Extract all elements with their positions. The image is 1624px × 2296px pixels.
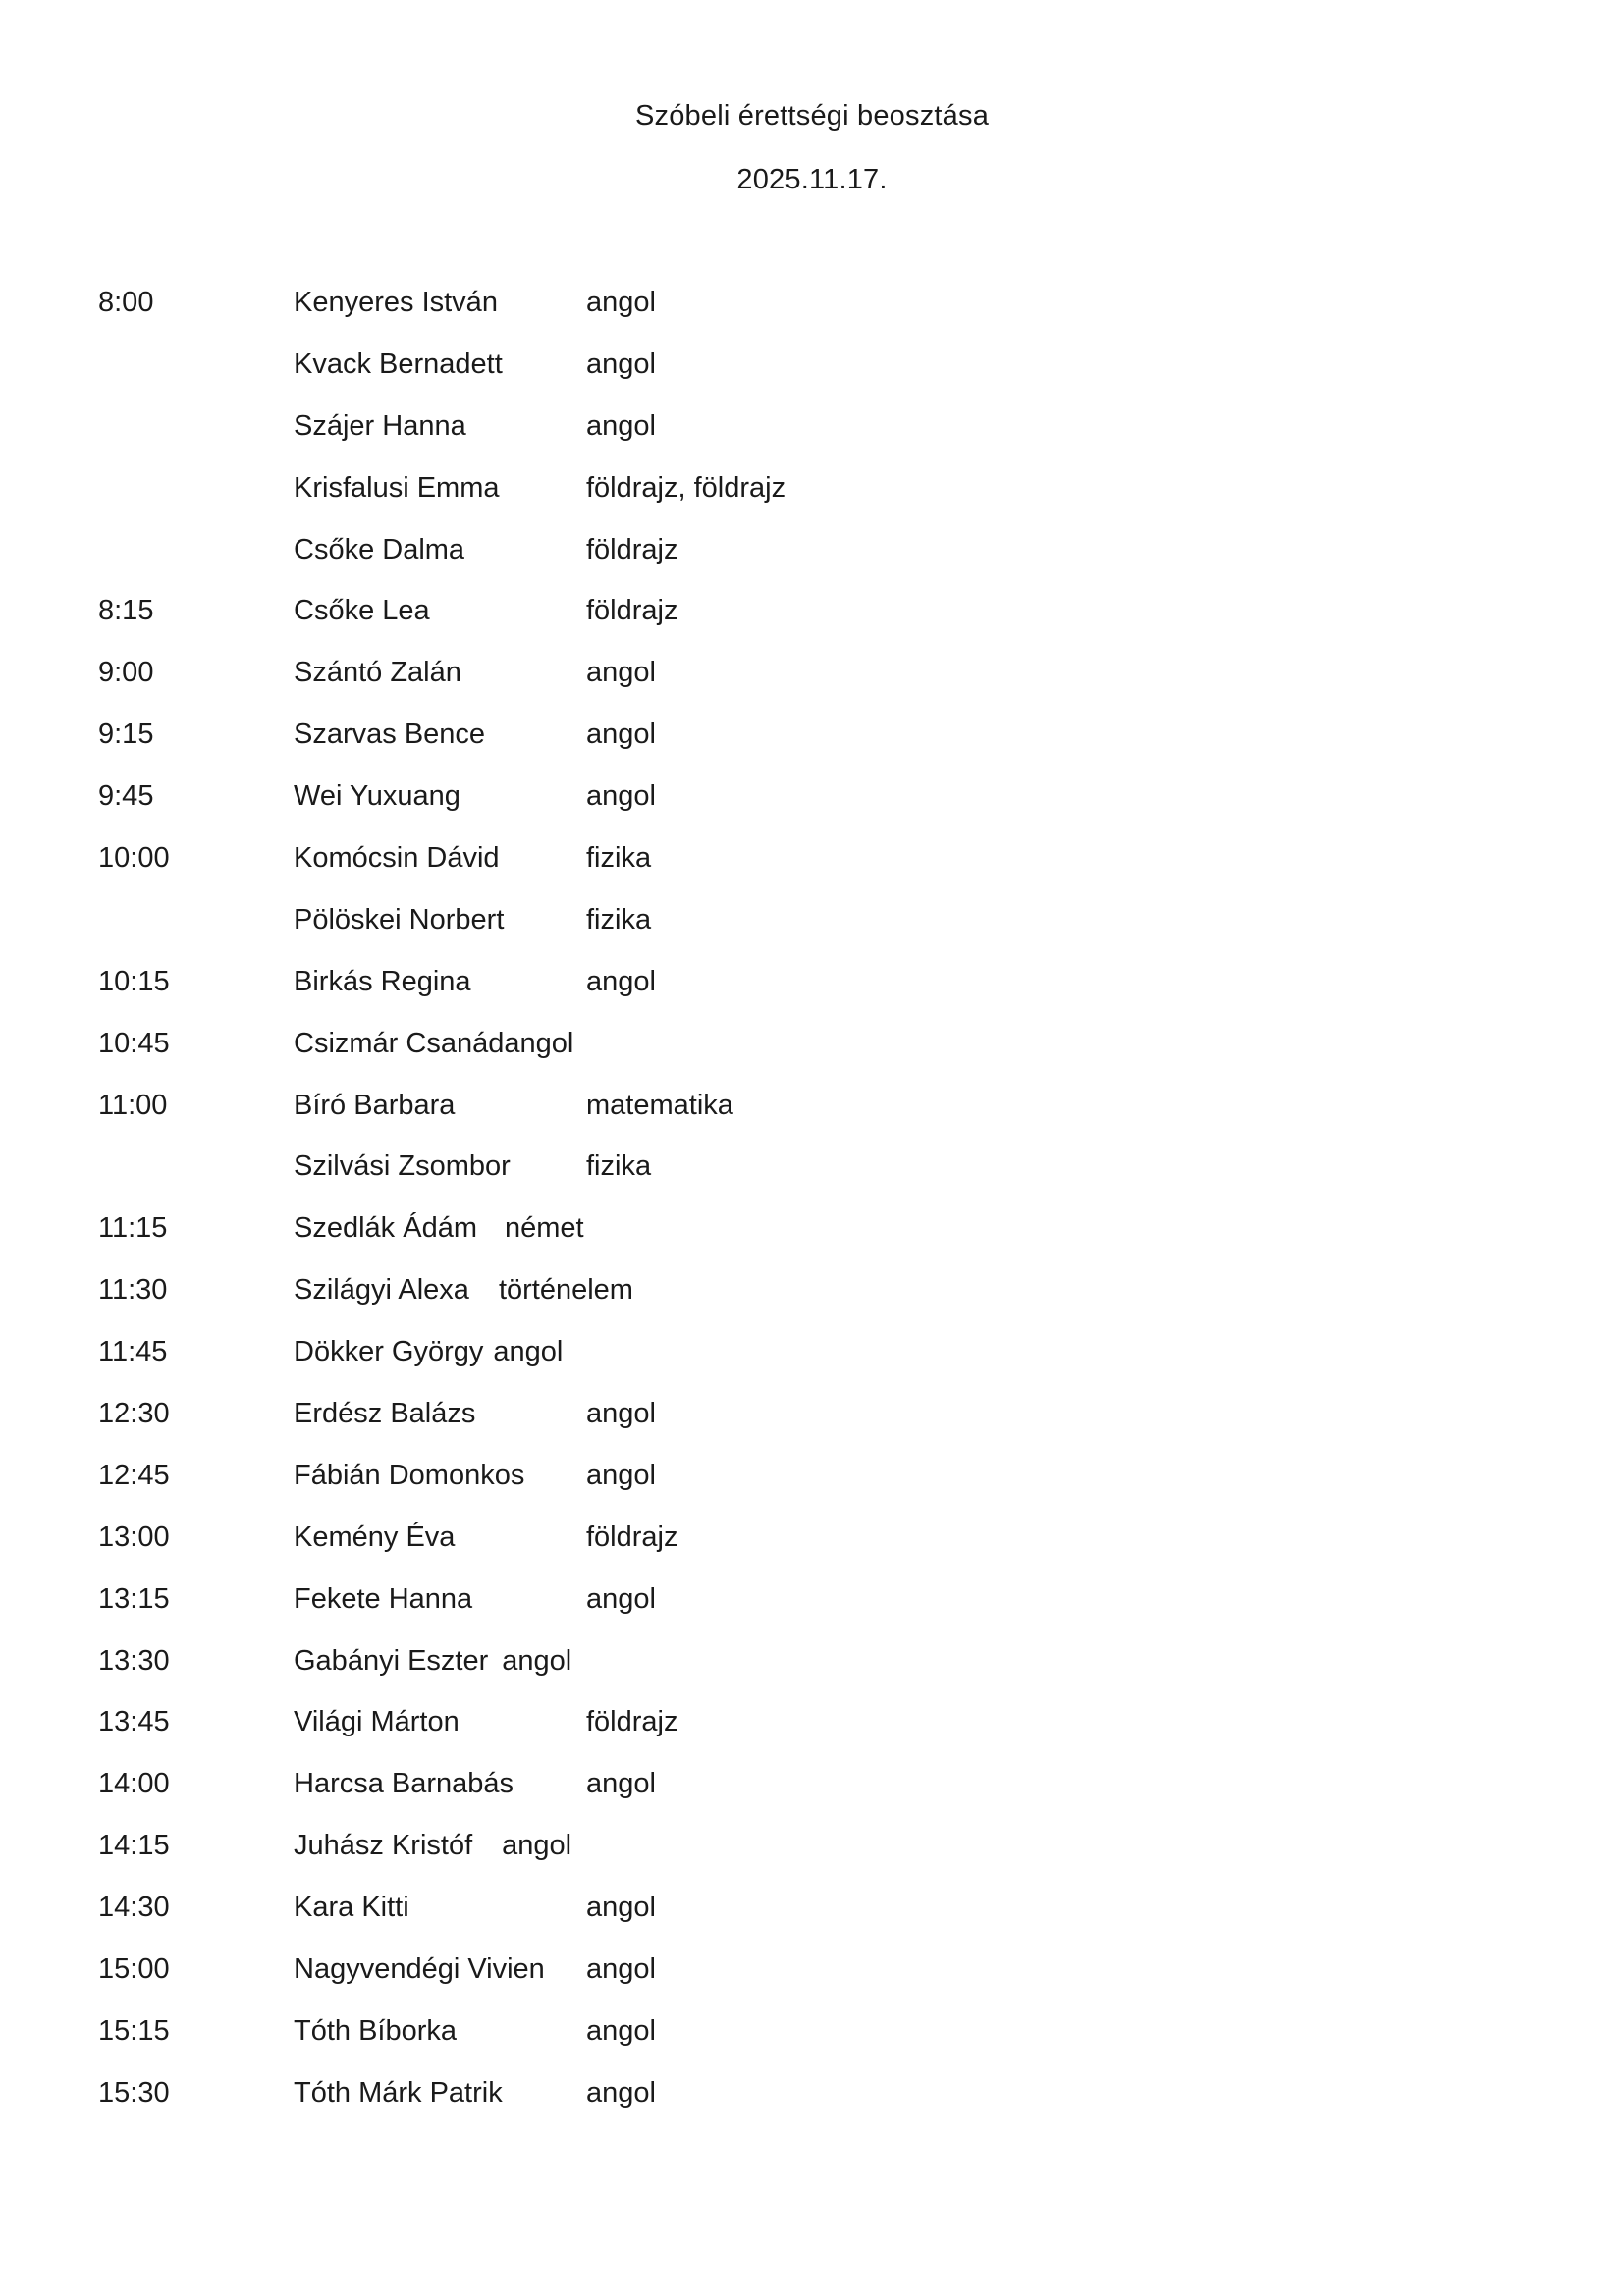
row-student-name: Juhász Kristóf: [294, 1830, 473, 1862]
row-time: 15:00: [98, 1953, 170, 1986]
schedule-row: [0, 1148, 1624, 1210]
row-student-name: Komócsin Dávid: [294, 842, 500, 875]
row-subject: angol: [586, 2014, 656, 2047]
row-time: 10:00: [98, 842, 170, 875]
schedule-row: [0, 655, 1624, 717]
row-time: 10:45: [98, 1027, 170, 1059]
row-subject: angol: [586, 719, 656, 751]
row-time: 15:15: [98, 2014, 170, 2047]
row-student-name: Kemény Éva: [294, 1521, 456, 1553]
schedule-row: [0, 1334, 1624, 1396]
row-time: 13:00: [98, 1521, 170, 1553]
row-subject: angol: [586, 2076, 656, 2109]
row-subject: angol: [502, 1644, 572, 1677]
row-student-name: Szilvási Zsombor: [294, 1150, 511, 1183]
row-time: 14:00: [98, 1768, 170, 1800]
row-subject: német: [505, 1212, 584, 1245]
row-student-name: Kvack Bernadett: [294, 347, 503, 380]
page-title: Szóbeli érettségi beosztása: [634, 100, 990, 132]
row-student-name: Szájer Hanna: [294, 409, 466, 442]
row-student-name: Csizmár Csanád: [294, 1027, 505, 1059]
row-subject: angol: [493, 1336, 564, 1368]
row-subject: angol: [586, 1582, 656, 1615]
row-student-name: Birkás Regina: [294, 965, 471, 997]
row-subject: angol: [504, 1027, 574, 1059]
row-student-name: Szántó Zalán: [294, 657, 461, 689]
row-subject: angol: [586, 1459, 656, 1491]
row-student-name: Kara Kitti: [294, 1892, 409, 1924]
schedule-row: [0, 1766, 1624, 1828]
row-subject: fizika: [586, 903, 652, 935]
row-subject: angol: [586, 1768, 656, 1800]
row-time: 10:15: [98, 965, 170, 997]
row-subject: földrajz: [586, 1706, 678, 1738]
schedule-row: [0, 1581, 1624, 1643]
row-student-name: Fekete Hanna: [294, 1582, 473, 1615]
row-time: 15:30: [98, 2076, 170, 2109]
row-subject: fizika: [586, 1150, 652, 1183]
row-time: 13:45: [98, 1706, 170, 1738]
row-subject: angol: [586, 287, 656, 318]
row-time: 9:15: [98, 719, 154, 751]
schedule-row: [0, 1026, 1624, 1088]
schedule-row: [0, 902, 1624, 964]
row-subject: földrajz: [586, 1521, 678, 1553]
schedule-row: [0, 1643, 1624, 1705]
row-time: 8:00: [98, 287, 154, 318]
row-name-subject-group: [294, 1210, 584, 1246]
row-name-subject-group: [294, 1334, 563, 1369]
row-student-name: Harcsa Barnabás: [294, 1768, 514, 1800]
schedule-row: [0, 1458, 1624, 1520]
row-student-name: Tóth Bíborka: [294, 2014, 458, 2047]
row-time: 11:30: [98, 1274, 168, 1307]
row-student-name: Szedlák Ádám: [294, 1212, 477, 1245]
row-student-name: Fábián Domonkos: [294, 1459, 525, 1491]
row-time: 11:45: [98, 1336, 168, 1368]
row-student-name: Erdész Balázs: [294, 1398, 476, 1430]
schedule-row: [0, 285, 1624, 347]
row-subject: angol: [586, 780, 656, 813]
schedule-row: [0, 1704, 1624, 1766]
row-subject: angol: [586, 965, 656, 997]
row-student-name: Bíró Barbara: [294, 1089, 456, 1121]
row-subject: angol: [586, 347, 656, 380]
row-student-name: Pölöskei Norbert: [294, 903, 505, 935]
schedule-row: [0, 964, 1624, 1026]
schedule-row: [0, 2075, 1624, 2137]
schedule-row: [0, 1396, 1624, 1458]
schedule-row: [0, 1210, 1624, 1272]
row-time: 13:15: [98, 1582, 170, 1615]
row-subject: földrajz, földrajz: [586, 471, 786, 504]
row-student-name: Csőke Lea: [294, 595, 430, 627]
schedule-row: [0, 840, 1624, 902]
schedule-row: [0, 408, 1624, 470]
schedule-row: [0, 2013, 1624, 2075]
row-subject: történelem: [498, 1274, 633, 1307]
row-time: 14:30: [98, 1892, 170, 1924]
row-subject: angol: [586, 1398, 656, 1430]
row-time: 11:00: [98, 1089, 168, 1121]
row-time: 13:30: [98, 1644, 170, 1677]
row-subject: matematika: [586, 1089, 733, 1121]
row-student-name: Csőke Dalma: [294, 533, 465, 565]
row-student-name: Szarvas Bence: [294, 719, 486, 751]
row-name-subject-group: [294, 1643, 571, 1679]
row-name-subject-group: [294, 1272, 633, 1308]
schedule-row: [0, 1520, 1624, 1581]
row-subject: angol: [586, 1892, 656, 1924]
row-subject: fizika: [586, 842, 652, 875]
schedule-row: [0, 1951, 1624, 2013]
schedule-row: [0, 1890, 1624, 1951]
row-student-name: Dökker György: [294, 1336, 484, 1368]
row-student-name: Világi Márton: [294, 1706, 460, 1738]
row-subject: angol: [502, 1830, 572, 1862]
row-student-name: Nagyvendégi Vivien: [294, 1953, 545, 1986]
schedule-row: [0, 1088, 1624, 1149]
row-subject: földrajz: [586, 595, 678, 627]
row-time: 12:30: [98, 1398, 170, 1430]
row-student-name: Gabányi Eszter: [294, 1644, 489, 1677]
schedule-row: [0, 717, 1624, 778]
schedule-row: [0, 593, 1624, 655]
schedule-row: [0, 347, 1624, 408]
row-student-name: Krisfalusi Emma: [294, 471, 500, 504]
schedule-row: [0, 1272, 1624, 1334]
row-student-name: Tóth Márk Patrik: [294, 2076, 503, 2109]
row-subject: angol: [586, 657, 656, 689]
row-subject: angol: [586, 1953, 656, 1986]
row-student-name: Wei Yuxuang: [294, 780, 460, 813]
schedule-row: [0, 778, 1624, 840]
row-subject: angol: [586, 409, 656, 442]
exam-date: 2025.11.17.: [736, 164, 888, 195]
schedule-list: [0, 285, 1624, 2137]
schedule-row: [0, 470, 1624, 532]
row-student-name: Szilágyi Alexa: [294, 1274, 469, 1307]
row-time: 9:45: [98, 780, 154, 813]
row-time: 11:15: [98, 1212, 168, 1245]
row-time: 12:45: [98, 1459, 170, 1491]
row-subject: földrajz: [586, 533, 678, 565]
row-time: 8:15: [98, 595, 154, 627]
schedule-row: [0, 532, 1624, 594]
schedule-row: [0, 1828, 1624, 1890]
row-time: 14:15: [98, 1830, 170, 1862]
row-name-subject-group: [294, 1828, 571, 1863]
row-student-name: Kenyeres István: [294, 287, 498, 318]
row-name-subject-group: [294, 1026, 573, 1061]
row-time: 9:00: [98, 657, 154, 689]
